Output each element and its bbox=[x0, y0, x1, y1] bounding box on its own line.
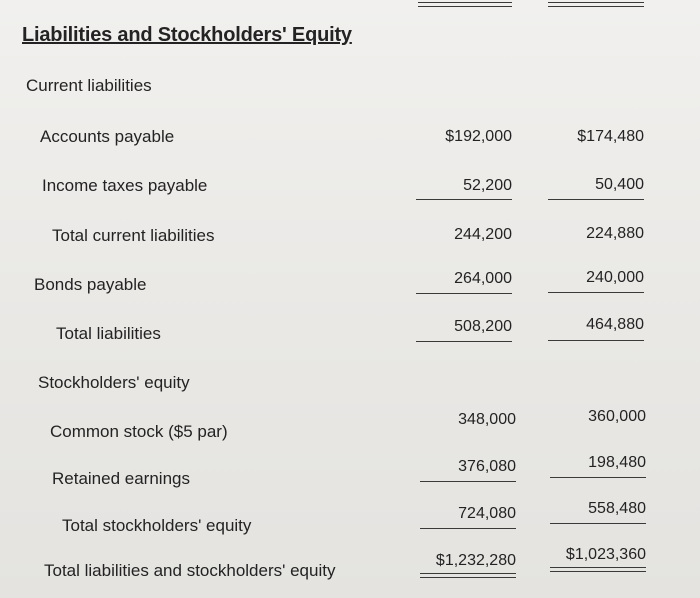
row-label-total-stockholders-equity: Total stockholders' equity bbox=[62, 516, 252, 535]
row-value-total-liabilities-col2: 464,880 bbox=[586, 316, 644, 333]
rule-after-income-taxes-col1 bbox=[416, 199, 512, 200]
row-value-bonds-col2: 240,000 bbox=[586, 269, 644, 286]
row-value-accounts-payable-col1: $192,000 bbox=[445, 128, 512, 145]
row-label-total-liabilities-and-equity: Total liabilities and stockholders' equity bbox=[44, 561, 336, 580]
row-value-total-equity-col2: 558,480 bbox=[588, 500, 646, 517]
row-value-common-stock-col1: 348,000 bbox=[458, 411, 516, 428]
row-value-grand-total-col2: $1,023,360 bbox=[565, 546, 646, 563]
row-value-income-taxes-col1: 52,200 bbox=[463, 177, 512, 194]
rule-after-total-equity-col1 bbox=[420, 528, 516, 529]
rule-after-total-liabilities-col2 bbox=[548, 340, 644, 341]
row-label-current-liabilities: Current liabilities bbox=[26, 76, 152, 95]
row-label-accounts-payable: Accounts payable bbox=[40, 127, 175, 146]
rule-after-income-taxes-col2 bbox=[548, 199, 644, 200]
row-label-retained-earnings: Retained earnings bbox=[52, 469, 190, 488]
section-heading: Liabilities and Stockholders' Equity bbox=[22, 24, 352, 46]
top-double-rule-col1 bbox=[418, 2, 512, 7]
rule-after-retained-earnings-col2 bbox=[550, 477, 646, 478]
rule-after-total-liabilities-col1 bbox=[416, 341, 512, 342]
row-label-bonds-payable: Bonds payable bbox=[34, 275, 147, 294]
row-value-total-equity-col1: 724,080 bbox=[458, 505, 516, 522]
row-value-common-stock-col2: 360,000 bbox=[588, 408, 646, 425]
row-value-bonds-col1: 264,000 bbox=[454, 270, 512, 287]
row-value-total-current-col1: 244,200 bbox=[454, 226, 512, 243]
double-rule-grand-total-col2 bbox=[550, 567, 646, 572]
row-label-income-taxes-payable: Income taxes payable bbox=[42, 176, 208, 195]
row-value-income-taxes-col2: 50,400 bbox=[595, 176, 644, 193]
rule-after-total-equity-col2 bbox=[550, 523, 646, 524]
row-label-stockholders-equity: Stockholders' equity bbox=[38, 373, 190, 392]
row-value-total-liabilities-col1: 508,200 bbox=[454, 318, 512, 335]
top-double-rule-col2 bbox=[548, 2, 644, 7]
row-value-retained-earnings-col1: 376,080 bbox=[458, 458, 516, 475]
row-value-retained-earnings-col2: 198,480 bbox=[588, 454, 646, 471]
rule-after-bonds-col1 bbox=[416, 293, 512, 294]
row-label-common-stock: Common stock ($5 par) bbox=[50, 422, 228, 441]
row-label-total-current-liabilities: Total current liabilities bbox=[52, 226, 215, 245]
row-value-accounts-payable-col2: $174,480 bbox=[577, 128, 644, 145]
rule-after-retained-earnings-col1 bbox=[420, 481, 516, 482]
row-label-total-liabilities: Total liabilities bbox=[56, 324, 161, 343]
rule-after-bonds-col2 bbox=[548, 292, 644, 293]
row-value-grand-total-col1: $1,232,280 bbox=[435, 552, 516, 569]
row-value-total-current-col2: 224,880 bbox=[586, 225, 644, 242]
double-rule-grand-total-col1 bbox=[420, 573, 516, 578]
